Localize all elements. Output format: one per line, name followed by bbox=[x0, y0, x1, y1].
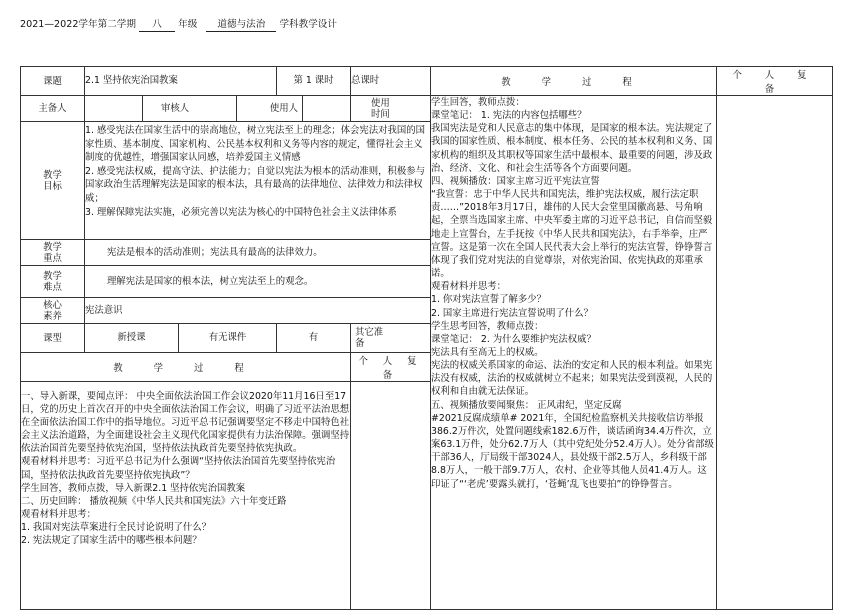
goals-label: 教学 目标 bbox=[21, 122, 85, 240]
difficult-points-label: 教学 难点 bbox=[21, 266, 85, 298]
goal-item: 3. 理解保障宪法实施，必须完善以宪法为核心的中国特色社会主义法律体系 bbox=[85, 206, 397, 218]
process-paragraph: 四、视频播放：国家主席习近平宪法宣誓 bbox=[431, 175, 600, 187]
other-prep-label: 其它准 备 bbox=[351, 324, 431, 353]
core-literacy-content: 宪法意识 bbox=[85, 298, 431, 324]
difficult-points-content: 理解宪法是国家的根本法，树立宪法至上的观念。 bbox=[85, 266, 431, 298]
header-grade-suffix: 年级 bbox=[178, 19, 198, 30]
process-paragraph: 宪法具有至高无上的权威。 bbox=[431, 346, 544, 358]
total-hours-label: 总课时 bbox=[351, 67, 431, 96]
goal-item: 2. 感受宪法权威，提高守法、护法能力；自觉以宪法为根本的活动准则，积极参与国家政治生活理解宪法是国家的根本法，具有最高的法律地位、法律效力和法律权威； bbox=[85, 165, 426, 204]
lesson-type-label: 课型 bbox=[21, 324, 85, 353]
process-paragraph: 一、导入新课，要闻点评： 中央全面依法治国工作会议2020年11月16日至17日，党的历史上首次召开的中央全面依法治国工作会议，明确了习近平法治思想在全面依法治国工作中的指导地位。习近平总书记强调要坚定不移走中国特色社会主义法治道路，为全面建设社会主义现代化国家提供有力法治保障。强调坚持依法治国首先要坚持依宪治国，坚持依法执政首先要坚持依宪执政。 bbox=[21, 391, 350, 455]
process-paragraph: 学生回答，教师点拨，导入新课2.1 坚持依宪治国教案 bbox=[21, 482, 246, 494]
process-paragraph: 2. 宪法规定了国家生活中的哪些根本问题？ bbox=[21, 535, 202, 547]
lesson-plan-table bbox=[20, 66, 833, 610]
right-process-list bbox=[431, 96, 716, 491]
process-paragraph: 2. 国家主席进行宪法宣誓说明了什么？ bbox=[431, 307, 593, 319]
right-review-column bbox=[717, 96, 833, 610]
goal-item: 1. 感受宪法在国家生活中的崇高地位，树立宪法至上的理念；体会宪法对我国的国家性质、基本制度、国家机构、公民基本权利和义务等内容的规定，懂得社会主义制度的优越性，增强国家认同感，培养爱国主义情感 bbox=[85, 125, 426, 164]
header-suffix: 学科教学设计 bbox=[279, 19, 337, 30]
reviewer-label: 审核人 bbox=[143, 96, 237, 122]
lesson-number: 第 1 课时 bbox=[277, 67, 351, 96]
process-paragraph: 我国宪法是党和人民意志的集中体现，是国家的根本法。宪法规定了我国的国家性质、根本制度、根本任务、公民的基本权利和义务、国家机构的组织及其职权等国家生活中最根本、最重要的问题，涉及政治、经济、文化、和社会生活等各个方面要问题。 bbox=[431, 123, 713, 174]
document-header bbox=[20, 16, 860, 30]
process-paragraph: #2021反腐成绩单# 2021年，全国纪检监察机关共接收信访举报386.2万件次，处置问题线索182.6万件，谈话函询34.4万件次，立案63.1万件，处分62.7万人（其中党纪处分52.4万人）。处分省部级干部36人，厅局级干部3024人，县处级干部2.5万人，乡科级干部8.8万人，一般干部9.7万人，农村、企业等其他人员41.4万人。这印证了“‘老虎’要露头就打，‘苍蝇’乱飞也要拍”的铮铮誓言。 bbox=[431, 412, 714, 490]
right-process-content bbox=[431, 96, 717, 610]
courseware-label: 有无课件 bbox=[179, 324, 277, 353]
goals-content bbox=[85, 122, 431, 240]
topic-label: 课题 bbox=[21, 67, 85, 96]
process-paragraph: 课堂笔记： 1. 宪法的内容包括哪些？ bbox=[431, 110, 587, 122]
left-process-heading: 教 学 过 程 bbox=[21, 353, 351, 382]
key-points-label: 教学 重点 bbox=[21, 240, 85, 266]
core-literacy-label: 核心 素养 bbox=[21, 298, 85, 324]
user-value bbox=[303, 96, 351, 122]
header-grade: 八 bbox=[139, 19, 175, 32]
process-paragraph: 学生回答，教师点拨： bbox=[431, 97, 525, 108]
right-process-heading: 教 学 过 程 bbox=[431, 67, 717, 96]
use-time-label: 使用 时间 bbox=[351, 96, 431, 122]
courseware-value: 有 bbox=[277, 324, 351, 353]
key-points-content: 宪法是根本的活动准则；宪法具有最高的法律效力。 bbox=[85, 240, 431, 266]
process-paragraph: 1. 我国对宪法草案进行全民讨论说明了什么？ bbox=[21, 521, 212, 533]
process-paragraph: “我宣誓：忠于中华人民共和国宪法，维护宪法权威，履行法定职责……”2018年3月17日，雄伟的人民大会堂里国徽高悬、号角响起，全票当选国家主席、中央军委主席的习近平总书记，自信而坚毅地走上宣誓台，左手抚按《中华人民共和国宪法》，右手举拳，庄严宣誓。这是第一次在全国人民代表大会上举行的宪法宣誓，铮铮誓言体现了我们党对宪法的自觉尊崇，对依宪治国、依宪执政的郑重承诺。 bbox=[431, 189, 713, 280]
process-paragraph: 课堂笔记： 2. 为什么要维护宪法权威？ bbox=[431, 333, 596, 345]
left-process-content bbox=[21, 382, 351, 610]
lead-preparer-value bbox=[85, 96, 143, 122]
user-label: 使用人 bbox=[237, 96, 303, 122]
process-paragraph: 二、历史回眸： 播放视频《中华人民共和国宪法》六十年变迁路 bbox=[21, 495, 287, 507]
process-paragraph: 观看材料并思考： bbox=[431, 281, 507, 293]
left-review-heading: 个 人 复 备 bbox=[351, 353, 431, 382]
header-subject: 道德与法治 bbox=[206, 19, 276, 32]
process-paragraph: 观看材料并思考：习近平总书记为什么强调“坚持依法治国首先要坚持依宪治国，坚持依法执政首先要坚持依宪执政”？ bbox=[21, 456, 336, 481]
left-process-list bbox=[21, 390, 350, 547]
topic-title: 2.1 坚持依宪治国教案 bbox=[85, 67, 277, 96]
lead-preparer-label: 主备人 bbox=[21, 96, 85, 122]
process-paragraph: 1. 你对宪法宣誓了解多少？ bbox=[431, 294, 547, 306]
process-paragraph: 五、视频播放要闻聚焦： 正风肃纪，坚定反腐 bbox=[431, 399, 622, 411]
right-review-heading: 个 人 复 备 bbox=[717, 67, 833, 96]
header-prefix: 2021—2022学年第二学期 bbox=[20, 19, 136, 30]
process-paragraph: 观看材料并思考： bbox=[21, 508, 97, 520]
left-review-column bbox=[351, 382, 431, 610]
process-paragraph: 宪法的权威关系国家的命运、法治的安定和人民的根本利益。如果宪法没有权威，法治的权威就树立不起来；如果宪法受到漠视，人民的权利和自由就无法保证。 bbox=[431, 360, 713, 398]
lesson-type-value: 新授课 bbox=[85, 324, 179, 353]
process-paragraph: 学生思考回答，教师点拨： bbox=[431, 320, 544, 332]
